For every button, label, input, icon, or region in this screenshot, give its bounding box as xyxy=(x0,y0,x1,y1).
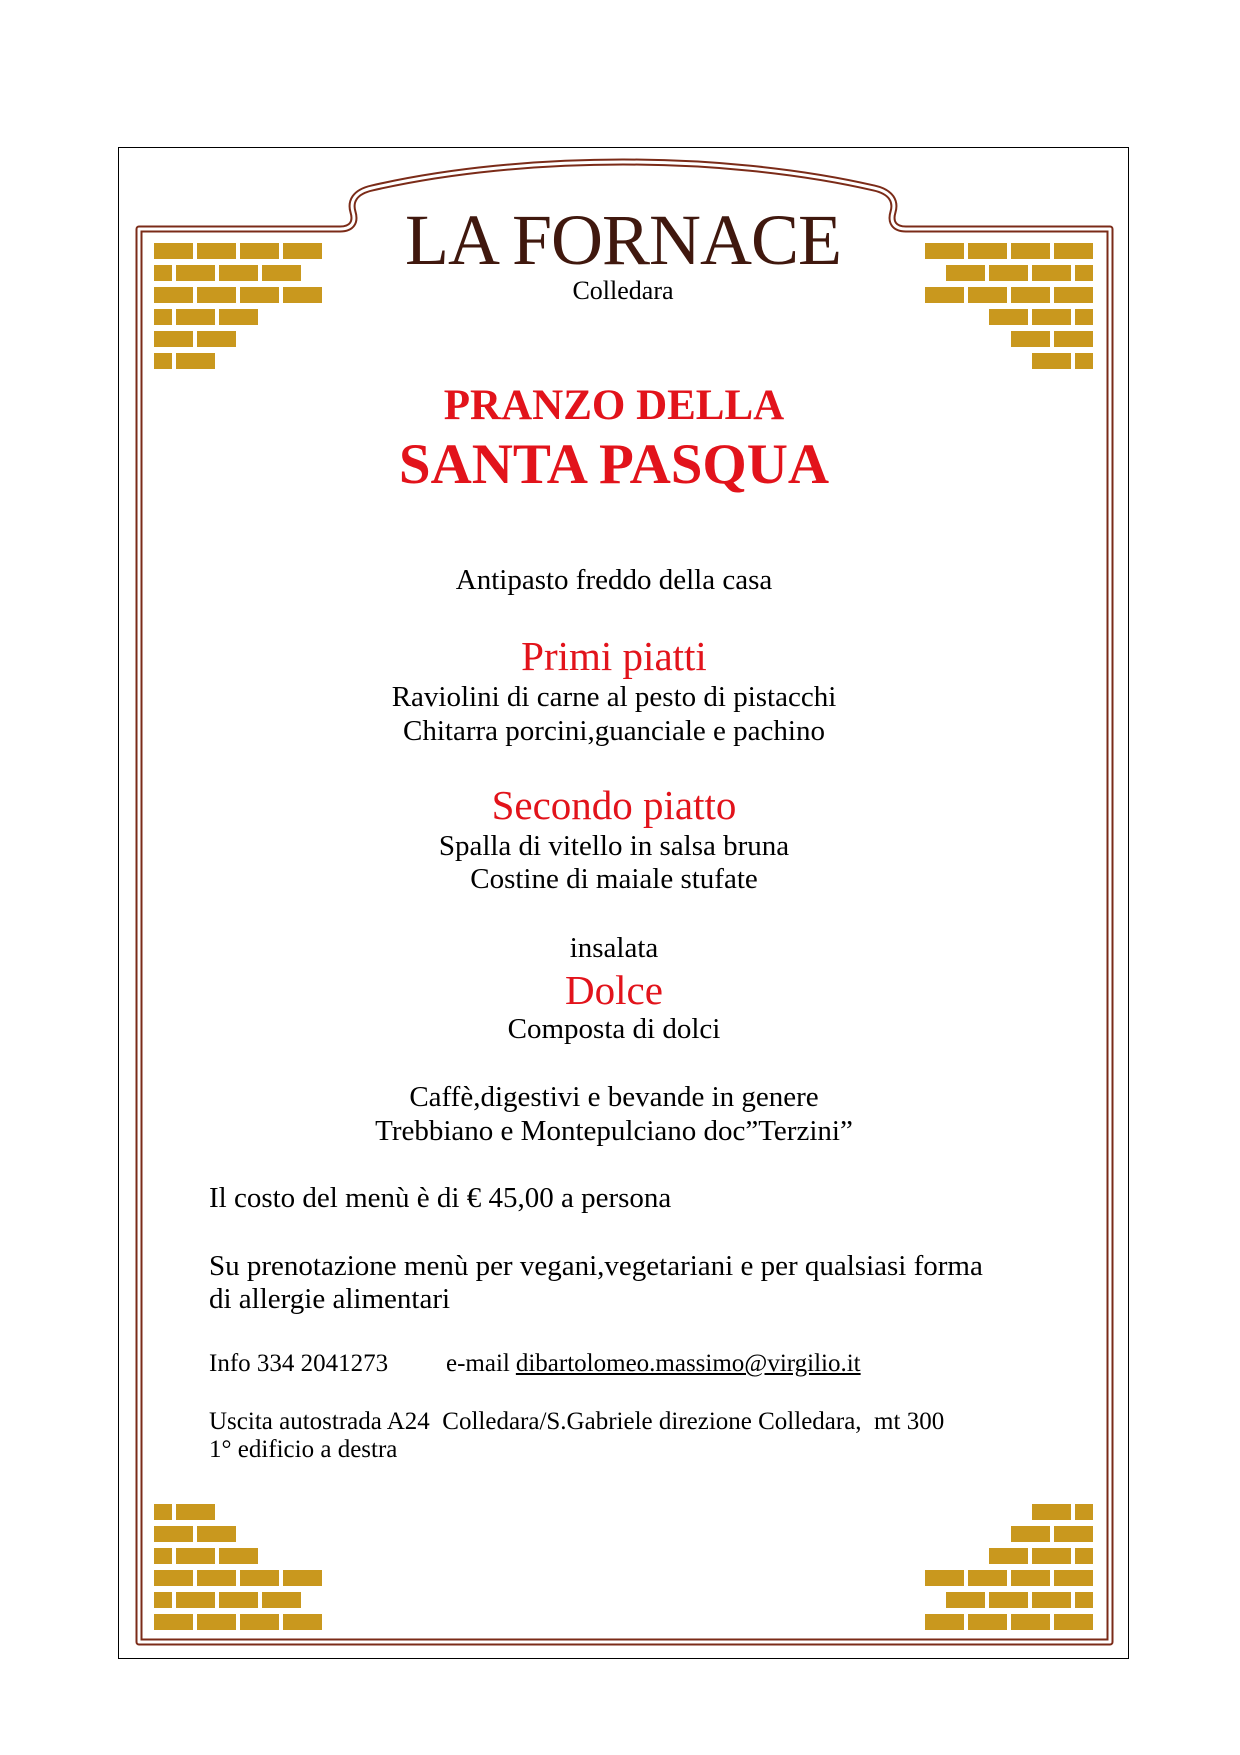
primi-item: Raviolini di carne al pesto di pistacchi xyxy=(391,681,837,713)
brick xyxy=(262,1592,301,1608)
restaurant-location: Colledara xyxy=(572,276,674,305)
brick xyxy=(1032,1548,1071,1564)
brick xyxy=(176,353,215,369)
brick xyxy=(1032,1504,1071,1520)
email-label: e-mail xyxy=(446,1350,510,1377)
brick xyxy=(1032,353,1071,369)
brick xyxy=(240,1614,279,1630)
brick xyxy=(1054,1614,1093,1630)
brick xyxy=(1011,331,1050,347)
brick xyxy=(1054,1526,1093,1542)
directions-line: Uscita autostrada A24 Colledara/S.Gabriele direzione Colledara, mt 300 xyxy=(209,1408,945,1435)
secondo-heading: Secondo piatto xyxy=(491,782,737,828)
primi-item: Chitarra porcini,guanciale e pachino xyxy=(403,715,825,747)
directions-line: 1° edificio a destra xyxy=(209,1436,398,1463)
brick xyxy=(283,1614,322,1630)
brick xyxy=(219,1548,258,1564)
brick xyxy=(197,1614,236,1630)
primi-heading: Primi piatti xyxy=(521,633,707,679)
price-note: Il costo del menù è di € 45,00 a persona xyxy=(209,1182,672,1214)
brick xyxy=(154,1526,193,1542)
brick xyxy=(1011,1570,1050,1586)
diet-note-line: di allergie alimentari xyxy=(209,1283,451,1315)
email-link[interactable]: dibartolomeo.massimo@virgilio.it xyxy=(515,1350,861,1377)
brick xyxy=(968,1570,1007,1586)
brick xyxy=(968,1614,1007,1630)
brick xyxy=(1075,353,1093,369)
bevande-item: Caffè,digestivi e bevande in genere xyxy=(409,1081,819,1113)
brick xyxy=(283,1570,322,1586)
brick xyxy=(925,1570,964,1586)
brick xyxy=(1075,1504,1093,1520)
brick xyxy=(154,309,172,325)
email-line xyxy=(446,1351,861,1376)
brick-corner-bottom-right xyxy=(925,1504,1093,1630)
brick xyxy=(1075,1548,1093,1564)
brick xyxy=(154,1548,172,1564)
brick xyxy=(1032,1592,1071,1608)
brick xyxy=(197,1526,236,1542)
brick xyxy=(925,1614,964,1630)
brick xyxy=(219,309,258,325)
bevande-item: Trebbiano e Montepulciano doc”Terzini” xyxy=(375,1115,853,1147)
brick xyxy=(176,1504,215,1520)
brick xyxy=(989,1592,1028,1608)
brick xyxy=(176,1548,215,1564)
brick xyxy=(1054,1570,1093,1586)
diet-note-line: Su prenotazione menù per vegani,vegetariani e per qualsiasi forma xyxy=(209,1250,983,1282)
brick-corner-bottom-left xyxy=(154,1504,322,1630)
restaurant-name: LA FORNACE xyxy=(404,200,842,280)
brick xyxy=(154,1504,172,1520)
event-title-line-1: PRANZO DELLA xyxy=(443,382,785,429)
brick xyxy=(240,1570,279,1586)
brick xyxy=(989,309,1028,325)
brick xyxy=(989,1548,1028,1564)
brick xyxy=(154,1592,172,1608)
antipasto-item: Antipasto freddo della casa xyxy=(455,564,773,596)
brick xyxy=(1011,1614,1050,1630)
brick xyxy=(1075,309,1093,325)
dolce-heading: Dolce xyxy=(565,967,663,1013)
event-title-line-2: SANTA PASQUA xyxy=(398,433,830,496)
dolce-item: Composta di dolci xyxy=(507,1013,721,1045)
secondo-item: Costine di maiale stufate xyxy=(470,863,758,895)
secondo-item: Spalla di vitello in salsa bruna xyxy=(438,830,790,862)
brick xyxy=(1011,1526,1050,1542)
brick xyxy=(154,1614,193,1630)
brick xyxy=(197,331,236,347)
brick xyxy=(1054,331,1093,347)
brick xyxy=(197,1570,236,1586)
brick xyxy=(219,1592,258,1608)
brick xyxy=(154,331,193,347)
brick xyxy=(176,309,215,325)
brick xyxy=(946,1592,985,1608)
brick xyxy=(154,353,172,369)
contorno-item: insalata xyxy=(569,932,659,964)
phone-info: Info 334 2041273 xyxy=(209,1350,389,1377)
brick xyxy=(1075,1592,1093,1608)
brick xyxy=(176,1592,215,1608)
brick xyxy=(154,1570,193,1586)
brick xyxy=(1032,309,1071,325)
